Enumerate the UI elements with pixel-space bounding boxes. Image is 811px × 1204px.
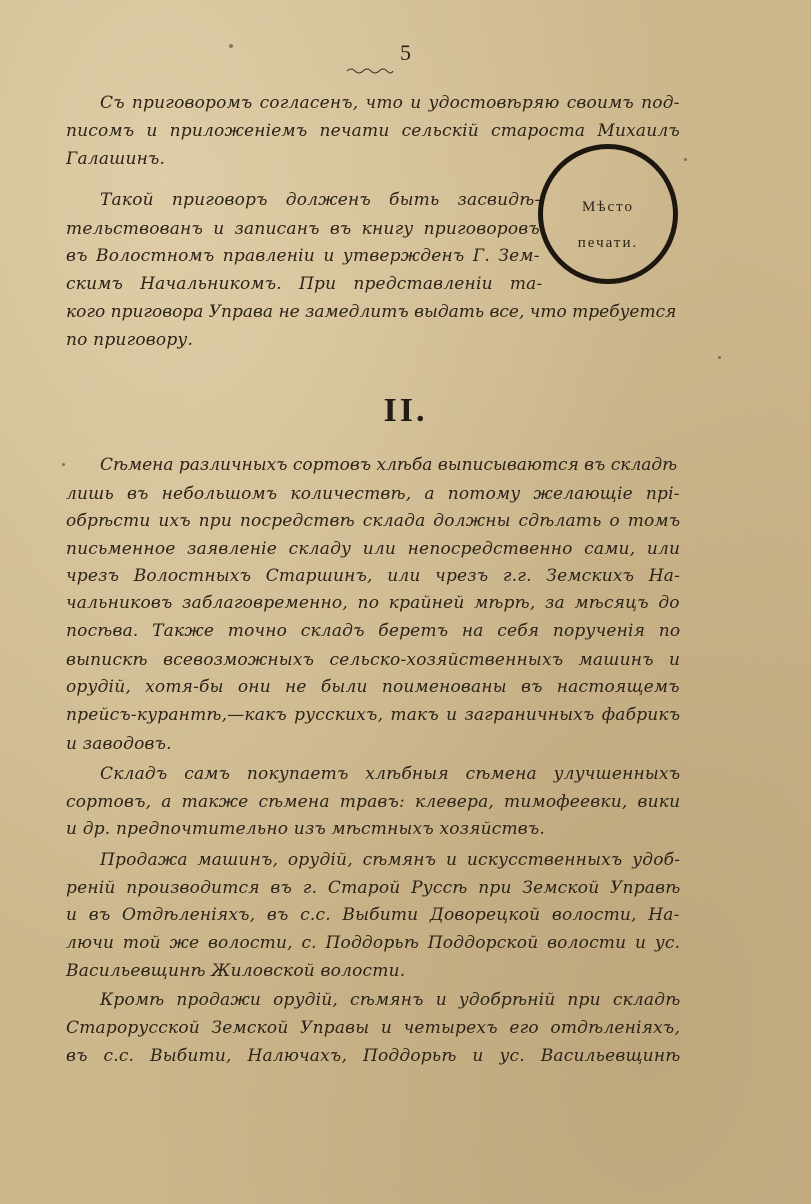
text-line: въ с.с. Выбити, Налючахъ, Поддорьѣ и ус. Васильевщинѣ	[66, 1046, 681, 1066]
text-line: прейсъ-курантѣ,—какъ русскихъ, такъ и заграничныхъ фабрикъ	[66, 705, 681, 725]
text-line: обрѣсти ихъ при посредствѣ склада должны сдѣлать о томъ	[66, 511, 681, 531]
seal-label-line-2: печати.	[577, 235, 639, 251]
text-line: по приговору.	[66, 330, 194, 350]
seal-label-line-1: Мѣсто	[582, 199, 634, 215]
text-line: посѣва. Также точно складъ беретъ на себя порученія по	[66, 621, 681, 641]
text-line: Галашинъ.	[66, 149, 166, 169]
text-line: Кромѣ продажи орудій, сѣмянъ и удобрѣній при складѣ	[100, 990, 681, 1010]
text-line: Такой приговоръ долженъ быть засвидѣ-	[100, 190, 541, 210]
text-line: и заводовъ.	[66, 734, 172, 754]
text-line: Сѣмена различныхъ сортовъ хлѣба выписываются въ складѣ	[100, 455, 678, 475]
page-number: 5	[400, 40, 411, 65]
text-line: Продажа машинъ, орудій, сѣмянъ и искусственныхъ удоб-	[100, 850, 681, 870]
text-line: Васильевщинѣ Жиловской волости.	[66, 961, 406, 981]
text-line: письменное заявленіе складу или непосредственно сами, или	[66, 539, 681, 559]
text-line: сортовъ, а также сѣмена травъ: клевера, тимофеевки, вики	[66, 792, 681, 812]
ink-spot	[62, 463, 65, 466]
text-line: выпискѣ всевозможныхъ сельско-хозяйственныхъ машинъ и	[66, 650, 681, 670]
ink-spot	[684, 158, 687, 161]
text-line: тельствованъ и записанъ въ книгу приговоровъ	[66, 219, 540, 239]
seal-placeholder	[538, 144, 678, 284]
page-number-ornament	[345, 66, 395, 74]
section-heading: II.	[383, 392, 428, 429]
text-line: скимъ Начальникомъ. При представленіи та-	[66, 274, 543, 294]
text-line: реній производится въ г. Старой Руссѣ при Земской Управѣ	[66, 878, 681, 898]
text-line: Съ приговоромъ согласенъ, что и удостовѣряю своимъ под-	[100, 93, 680, 113]
text-line: лючи той же волости, с. Поддорьѣ Поддорской волости и ус.	[66, 933, 681, 953]
text-line: и др. предпочтительно изъ мѣстныхъ хозяйствъ.	[66, 819, 546, 839]
text-line: кого приговора Управа не замедлитъ выдать все, что требуется	[66, 302, 677, 322]
text-line: орудій, хотя-бы они не были поименованы въ настоящемъ	[66, 677, 680, 697]
text-line: лишь въ небольшомъ количествѣ, а потому желающіе прі-	[66, 484, 680, 504]
text-line: и въ Отдѣленіяхъ, въ с.с. Выбити Доворецкой волости, На-	[66, 905, 680, 925]
text-line: чальниковъ заблаговременно, по крайней мѣрѣ, за мѣсяцъ до	[66, 593, 680, 613]
ink-spot	[718, 356, 721, 359]
text-line: въ Волостномъ правленіи и утвержденъ Г. Зем-	[66, 246, 540, 266]
ink-spot	[229, 44, 233, 48]
text-line: писомъ и приложеніемъ печати сельскій староста Михаилъ	[66, 121, 680, 141]
text-line: Старорусской Земской Управы и четырехъ его отдѣленіяхъ,	[66, 1018, 681, 1038]
text-line: чрезъ Волостныхъ Старшинъ, или чрезъ г.г. Земскихъ На-	[66, 566, 681, 586]
text-line: Складъ самъ покупаетъ хлѣбныя сѣмена улучшенныхъ	[100, 764, 681, 784]
